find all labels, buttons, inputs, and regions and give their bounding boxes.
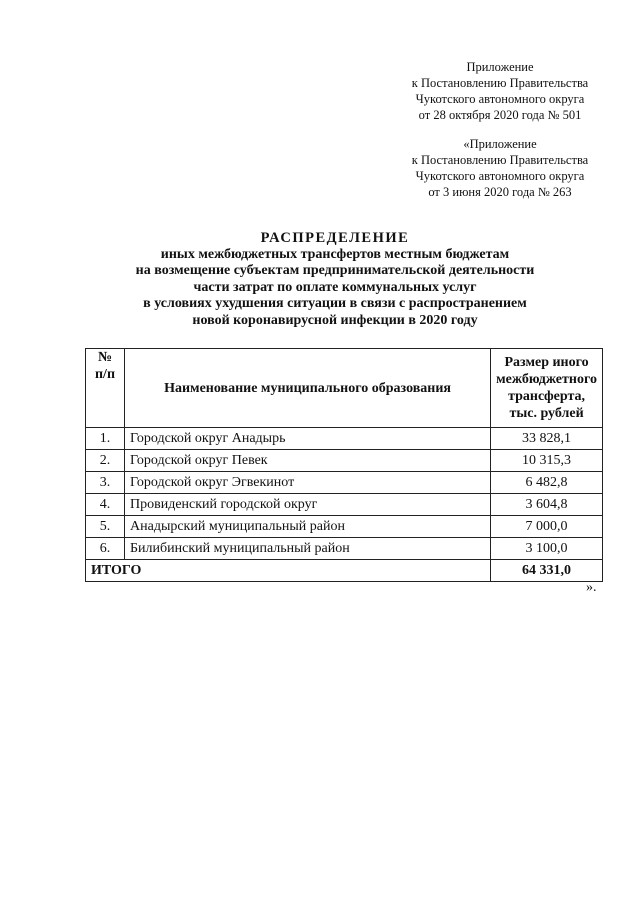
title-line-3: части затрат по оплате коммунальных услуг (193, 279, 477, 295)
row-municipality: Провиденский городской округ (125, 494, 491, 516)
table-row (86, 516, 603, 538)
row-amount: 10 315,3 (491, 450, 603, 472)
row-number: 2. (86, 450, 125, 472)
header-amount: Размер иного межбюджетного трансферта, тыс. рублей (491, 349, 603, 428)
closing-quote-mark: ». (586, 580, 597, 595)
table-row (86, 428, 603, 450)
row-amount: 33 828,1 (491, 428, 603, 450)
header-number-symbol: № (97, 350, 113, 365)
row-municipality: Городской округ Анадырь (125, 428, 491, 450)
title-main: РАСПРЕДЕЛЕНИЕ (260, 230, 410, 246)
row-municipality: Городской округ Эгвекинот (125, 472, 491, 494)
table-row (86, 494, 603, 516)
annex-current-line2: к Постановлению Правительства (411, 76, 589, 90)
title-line-5: новой коронавирусной инфекции в 2020 году (192, 312, 478, 328)
row-amount: 7 000,0 (491, 516, 603, 538)
header-number (86, 349, 125, 428)
distribution-table (85, 348, 603, 582)
annex-current-line4: от 28 октября 2020 года № 501 (418, 108, 582, 122)
title-line-1: иных межбюджетных трансфертов местным бюджетам (160, 246, 510, 262)
row-municipality: Городской округ Певек (125, 450, 491, 472)
annex-current-line1: Приложение (466, 60, 534, 74)
header-municipality: Наименование муниципального образования (125, 349, 491, 428)
row-number: 6. (86, 538, 125, 560)
annex-previous-line3: Чукотского автономного округа (415, 169, 585, 183)
row-number: 5. (86, 516, 125, 538)
annex-current-line3: Чукотского автономного округа (415, 92, 585, 106)
row-amount: 3 100,0 (491, 538, 603, 560)
document-title (70, 230, 600, 329)
row-amount: 3 604,8 (491, 494, 603, 516)
header-number-abbr: п/п (94, 367, 116, 382)
table-header-row (86, 349, 603, 428)
total-amount: 64 331,0 (491, 560, 603, 582)
row-municipality: Анадырский муниципальный район (125, 516, 491, 538)
annex-previous-line4: от 3 июня 2020 года № 263 (428, 185, 572, 199)
table-row (86, 538, 603, 560)
title-line-4: в условиях ухудшения ситуации в связи с распространением (143, 296, 527, 311)
table-row (86, 450, 603, 472)
total-label: ИТОГО (86, 560, 491, 582)
table-row (86, 472, 603, 494)
annex-previous-header (400, 136, 600, 200)
row-number: 3. (86, 472, 125, 494)
annex-previous-line1: «Приложение (463, 137, 537, 151)
annex-previous-line2: к Постановлению Правительства (411, 153, 589, 167)
total-row (86, 560, 603, 582)
row-municipality: Билибинский муниципальный район (125, 538, 491, 560)
row-amount: 6 482,8 (491, 472, 603, 494)
annex-current-header (400, 59, 600, 123)
row-number: 4. (86, 494, 125, 516)
row-number: 1. (86, 428, 125, 450)
title-line-2: на возмещение субъектам предпринимательской деятельности (135, 263, 535, 278)
